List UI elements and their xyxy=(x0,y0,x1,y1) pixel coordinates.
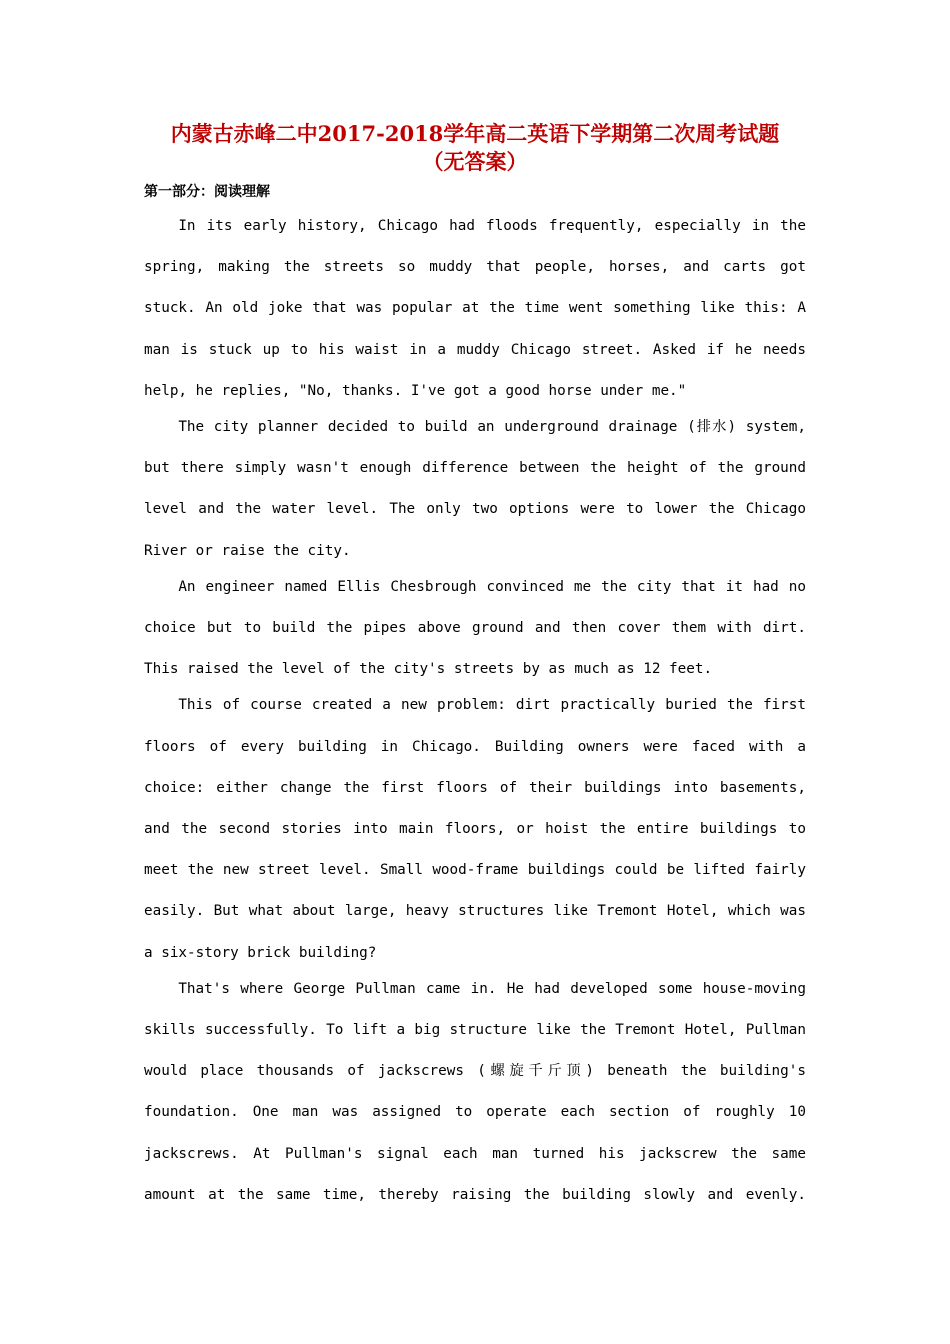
reading-passage xyxy=(144,206,806,1216)
section-heading: 第一部分：阅读理解 xyxy=(144,184,270,200)
title-line-2: （无答案） xyxy=(422,149,528,174)
paragraph-3: An engineer named Ellis Chesbrough convinced me the city that it had no choice but to build the pipes above ground and then cover them with dirt. This raised the level of the city's streets by as much as 12 feet. xyxy=(144,578,806,678)
paragraph-2: The city planner decided to build an underground drainage (排水) system, but there simply wasn't enough difference between the height of the ground level and the water level. The only two options were to lower the Chicago River or raise the city. xyxy=(144,419,806,559)
document-page xyxy=(144,120,806,1216)
paragraph-4: This of course created a new problem: dirt practically buried the first floors of every building in Chicago. Building owners were faced with a choice: either change the first floors of their buildings into basements, and the second stories into main floors, or hoist the entire buildings to meet the new street level. Small wood-frame buildings could be lifted fairly easily. But what about large, heavy structures like Tremont Hotel, which was a six-story brick building? xyxy=(144,697,806,961)
paragraph-5: That's where George Pullman came in. He had developed some house-moving skills successfully. To lift a big structure like the Tremont Hotel, Pullman would place thousands of jackscrews (螺旋千斤顶) beneath the building's foundation. One man was assigned to operate each section of roughly 10 jackscrews. At Pullman's signal each man turned his jackscrew the same amount at the same time, thereby raising the building slowly and evenly. xyxy=(144,980,806,1203)
document-title xyxy=(144,120,806,176)
title-line-1: 内蒙古赤峰二中2017-2018学年高二英语下学期第二次周考试题 xyxy=(170,121,780,146)
paragraph-1: In its early history, Chicago had floods frequently, especially in the spring, making the streets so muddy that people, horses, and carts got stuck. An old joke that was popular at the time went something like this: A man is stuck up to his waist in a muddy Chicago street. Asked if he needs help, he replies, "No, thanks. I've got a good horse under me." xyxy=(144,218,806,399)
